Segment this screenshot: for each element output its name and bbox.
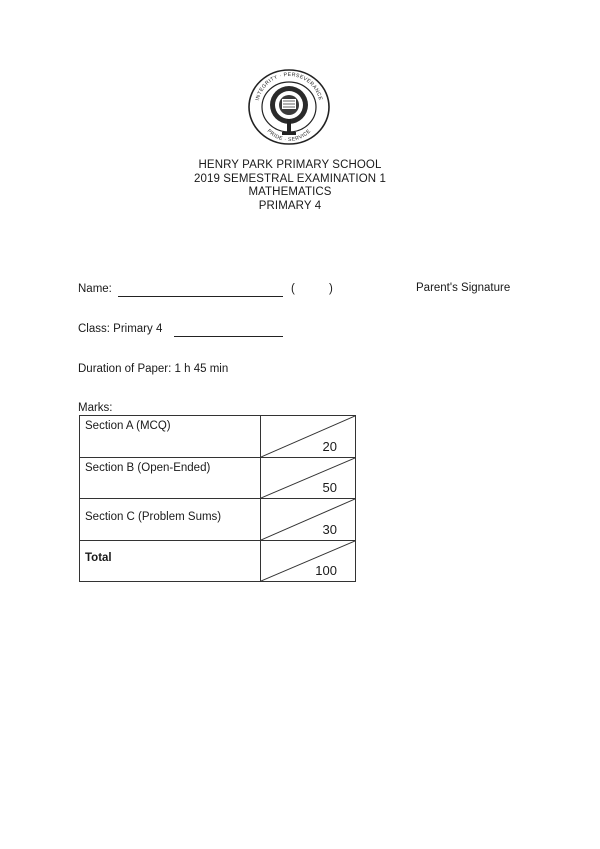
duration-value: 1 h 45 min [174,363,229,375]
table-row [80,458,356,499]
section-a-max: 20 [322,439,337,454]
duration [78,363,228,375]
table-row [80,499,356,541]
marks-label: Marks: [78,402,113,414]
school-name: HENRY PARK PRIMARY SCHOOL [198,159,382,171]
name-field[interactable] [118,296,283,297]
school-seal [244,68,334,146]
section-b-label: Section B (Open-Ended) [80,458,261,499]
name-label: Name: [78,283,112,295]
exam-title: 2019 SEMESTRAL EXAMINATION 1 [194,172,386,185]
marks-table [79,415,356,582]
section-c-label: Section C (Problem Sums) [80,499,261,541]
level: PRIMARY 4 [258,199,322,212]
class-field[interactable] [174,336,283,337]
section-c-max: 30 [322,522,337,537]
total-label: Total [80,541,261,582]
exam-header [150,159,430,213]
total-max: 100 [315,563,337,578]
seal-ring-top: INTEGRITY · PERSEVERANCE [254,71,324,102]
section-c-score-cell[interactable] [261,499,356,541]
duration-label: Duration of Paper: [78,363,175,375]
section-a-score-cell[interactable] [261,416,356,458]
total-score-cell[interactable] [261,541,356,582]
section-b-max: 50 [322,480,337,495]
school-crest-icon [244,68,334,146]
register-number-close: ) [329,283,333,295]
section-b-score-cell[interactable] [261,458,356,499]
table-row [80,416,356,458]
table-row [80,541,356,582]
section-a-label: Section A (MCQ) [80,416,261,458]
class-label: Class: Primary 4 [78,323,163,335]
parent-signature-label: Parent's Signature [416,282,511,294]
seal-ring-bottom: PRIDE · SERVICE [265,128,313,144]
register-number-open: ( [291,283,295,295]
subject: MATHEMATICS [248,186,332,198]
